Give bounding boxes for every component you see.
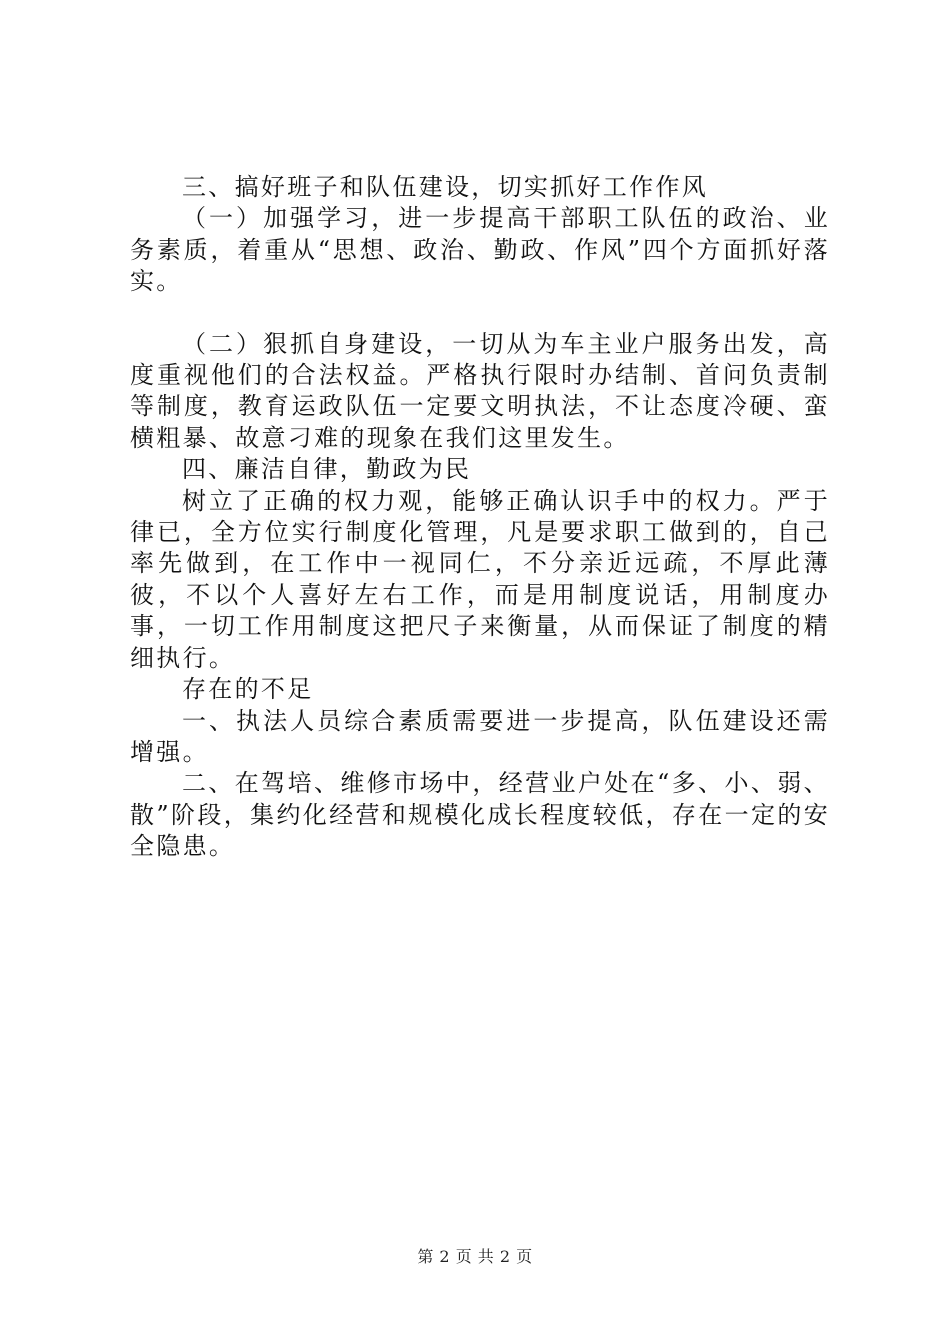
paragraph-power-view: 树立了正确的权力观，能够正确认识手中的权力。严于律已，全方位实行制度化管理，凡是要求职工做到的，自己率先做到，在工作中一视同仁，不分亲近远疏，不厚此薄彼，不以个人喜好左右工作，而是用制度说话，用制度办事，一切工作用制度这把尺子来衡量，从而保证了制度的精细执行。 xyxy=(130,486,830,672)
paragraph-shortcoming-1: 一、执法人员综合素质需要进一步提高，队伍建设还需增强。 xyxy=(130,706,830,766)
paragraph-shortcoming-2: 二、在驾培、维修市场中，经营业户处在“多、小、弱、散”阶段，集约化经营和规模化成长程度较低，存在一定的安全隐患。 xyxy=(130,769,830,861)
paragraph-self-building: （二）狠抓自身建设，一切从为车主业户服务出发，高度重视他们的合法权益。严格执行限时办结制、首问负责制等制度，教育运政队伍一定要文明执法，不让态度冷硬、蛮横粗暴、故意刁难的现象在我们这里发生。 xyxy=(130,329,830,452)
page-number-footer: 第 2 页 共 2 页 xyxy=(417,1247,533,1266)
document-body xyxy=(130,172,830,863)
section-heading-team-building: 三、搞好班子和队伍建设，切实抓好工作作风 xyxy=(182,173,708,201)
paragraph-study: （一）加强学习，进一步提高干部职工队伍的政治、业务素质，着重从“思想、政治、勤政、作风”四个方面抓好落实。 xyxy=(130,204,830,296)
section-heading-integrity: 四、廉洁自律，勤政为民 xyxy=(182,455,472,484)
section-heading-shortcomings: 存在的不足 xyxy=(182,675,314,704)
